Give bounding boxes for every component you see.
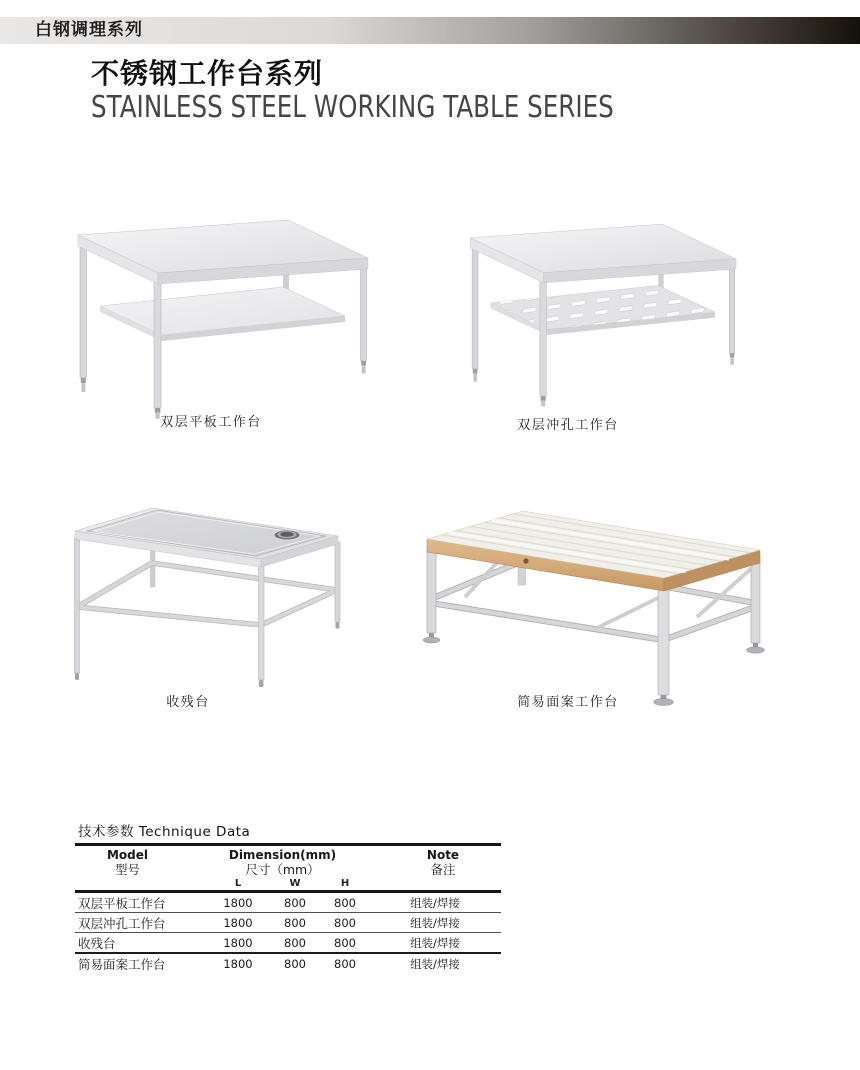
product-caption: 双层冲孔工作台 — [517, 418, 619, 433]
punched-double-table-illustration — [440, 192, 770, 412]
pastry-table-illustration — [415, 495, 810, 710]
model-cell: 双层平板工作台 — [78, 895, 166, 911]
width-cell: 800 — [284, 935, 306, 950]
width-cell: 800 — [284, 956, 306, 971]
product-caption: 简易面案工作台 — [517, 695, 619, 710]
note-cell: 组装/焊接 — [410, 915, 460, 930]
height-cell: 800 — [334, 915, 356, 930]
height-cell: 800 — [334, 895, 356, 910]
subcol-height: H — [340, 878, 350, 889]
table-row — [75, 913, 501, 933]
series-title: 白钢调理系列 — [35, 20, 143, 40]
product-image-flat-double-table — [45, 190, 405, 420]
product-caption: 收残台 — [166, 695, 210, 710]
model-cell: 简易面案工作台 — [78, 956, 166, 972]
length-cell: 1800 — [223, 915, 253, 930]
width-cell: 800 — [284, 915, 306, 930]
tech-data-table — [75, 843, 501, 973]
table-body — [75, 890, 501, 973]
table-row — [75, 954, 501, 973]
tech-data-heading: 技术参数 Technique Data — [78, 824, 251, 840]
series-header-bar — [0, 17, 860, 44]
table-row — [75, 893, 501, 913]
flat-double-table-illustration — [45, 190, 405, 420]
note-cell: 组装/焊接 — [410, 935, 460, 950]
page-title-english: STAINLESS STEEL WORKING TABLE SERIES — [91, 90, 614, 125]
subcol-width: W — [289, 878, 301, 889]
length-cell: 1800 — [223, 956, 253, 971]
note-cell: 组装/焊接 — [410, 956, 460, 971]
product-image-punched-double-table — [440, 192, 770, 412]
product-caption: 双层平板工作台 — [160, 415, 262, 430]
model-cell: 收残台 — [78, 935, 116, 951]
table-row — [75, 933, 501, 954]
note-cell: 组装/焊接 — [410, 895, 460, 910]
table-subheader-row — [75, 877, 501, 890]
subcol-length: L — [234, 878, 242, 889]
model-column-header: Model 型号 — [106, 848, 149, 877]
note-column-header: Note 备注 — [426, 848, 460, 877]
dimension-column-header: Dimension(mm) 尺寸（mm） — [228, 848, 337, 877]
height-cell: 800 — [334, 956, 356, 971]
height-cell: 800 — [334, 935, 356, 950]
residue-table-illustration — [55, 485, 385, 695]
table-header-row — [75, 846, 501, 877]
model-cell: 双层冲孔工作台 — [78, 915, 166, 931]
product-image-residue-table — [55, 485, 385, 695]
product-image-pastry-table — [415, 495, 810, 710]
page-title-chinese: 不锈钢工作台系列 — [91, 57, 324, 90]
width-cell: 800 — [284, 895, 306, 910]
length-cell: 1800 — [223, 895, 253, 910]
length-cell: 1800 — [223, 935, 253, 950]
